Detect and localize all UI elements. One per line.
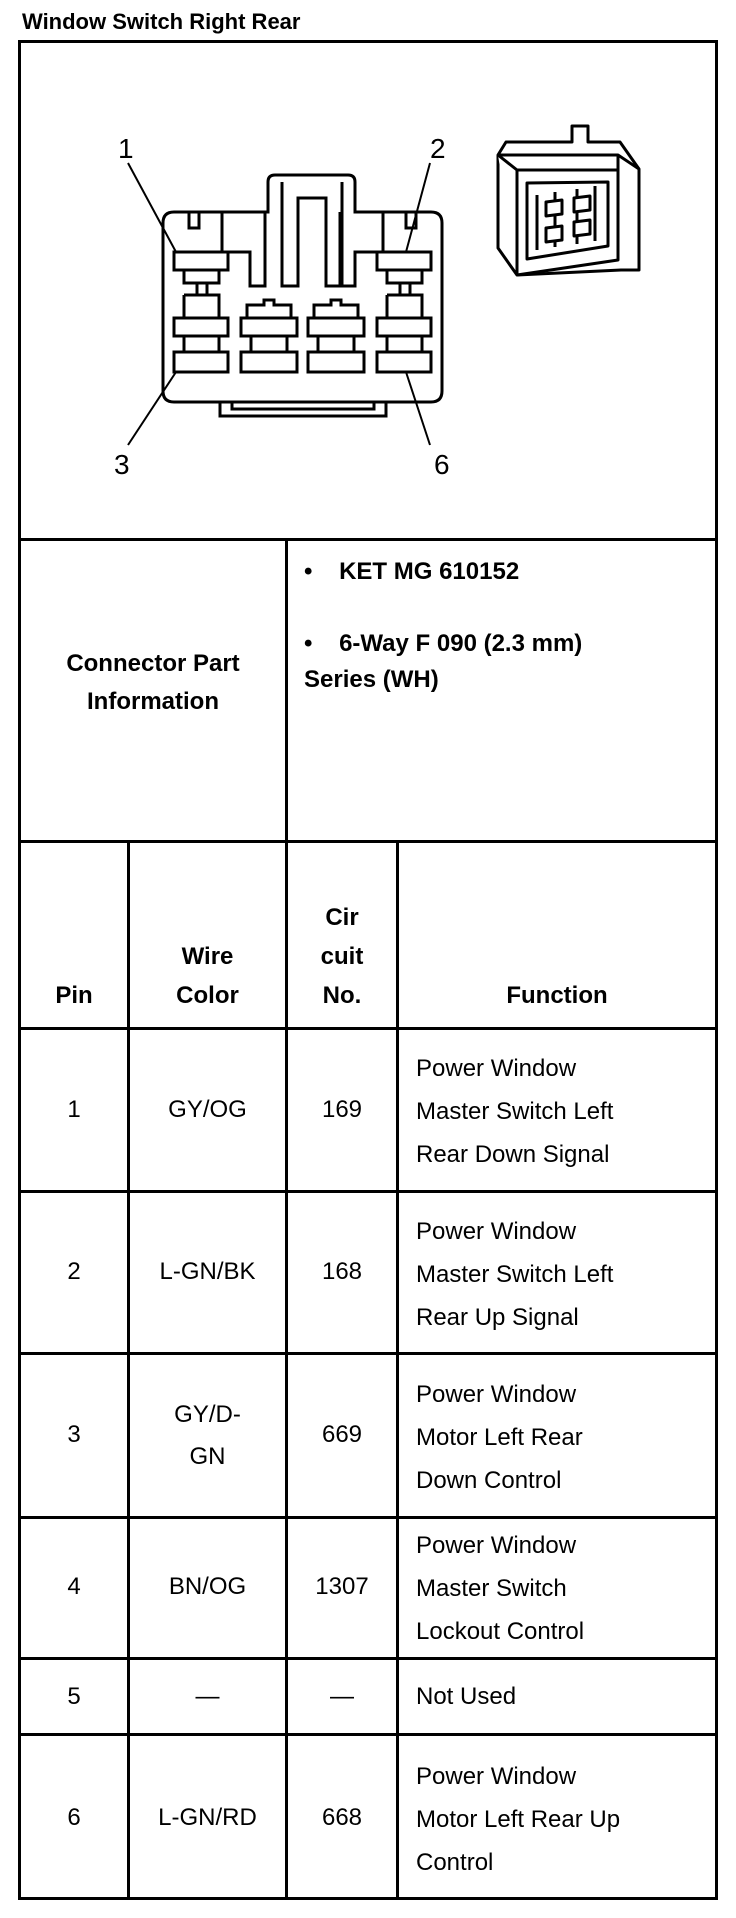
row3-function-line2: Motor Left Rear — [416, 1424, 583, 1451]
row1-function-line3: Rear Down Signal — [416, 1141, 610, 1168]
pin-callout-1: 1 — [118, 133, 134, 164]
row4-wire: BN/OG — [168, 1573, 247, 1600]
row5-circuit: — — [330, 1683, 354, 1710]
pin-terminals — [174, 252, 431, 372]
row1-function — [416, 1047, 716, 1176]
table-header-divider — [18, 1027, 718, 1030]
connector-isometric-view — [498, 126, 639, 275]
connector-info-divider — [18, 840, 718, 843]
connector-info-label-line1: Connector Part — [66, 650, 240, 677]
connector-info-label — [21, 645, 285, 721]
connector-series-line1: 6-Way F 090 (2.3 mm) — [339, 630, 583, 657]
row4-pin: 4 — [67, 1573, 81, 1600]
row4-circuit: 1307 — [315, 1573, 369, 1600]
row1-function-line2: Master Switch Left — [416, 1098, 614, 1125]
row3-pin: 3 — [67, 1421, 81, 1448]
header-function: Function — [506, 982, 608, 1009]
row2-pin: 2 — [67, 1258, 81, 1285]
header-wire-line1: Wire — [181, 943, 234, 970]
row6-function-line2: Motor Left Rear Up — [416, 1806, 621, 1833]
row6-function — [416, 1755, 716, 1884]
connector-info-label-line2: Information — [87, 688, 219, 715]
connector-info-values — [304, 554, 704, 698]
connector-series: • 6-Way F 090 (2.3 mm) — [304, 630, 583, 657]
header-wire-color — [130, 937, 285, 1015]
row3-wire — [130, 1394, 285, 1478]
row6-function-line1: Power Window — [416, 1763, 577, 1790]
row2-wire: L-GN/BK — [159, 1258, 256, 1285]
row4-function — [416, 1524, 716, 1653]
row2-function-line1: Power Window — [416, 1218, 577, 1245]
connector-part-number-text: KET MG 610152 — [339, 558, 520, 585]
header-cir-line2: cuit — [320, 943, 364, 970]
page-title: Window Switch Right Rear — [22, 9, 301, 34]
row3-function — [416, 1373, 716, 1502]
row1-circuit: 169 — [321, 1096, 363, 1123]
header-circuit-no — [288, 898, 396, 1015]
row-divider-2 — [18, 1352, 718, 1355]
row3-function-line3: Down Control — [416, 1467, 562, 1494]
row-divider-1 — [18, 1190, 718, 1193]
row1-pin: 1 — [67, 1096, 81, 1123]
row1-function-line1: Power Window — [416, 1055, 577, 1082]
pin-callout-2: 2 — [430, 133, 446, 164]
row1-wire: GY/OG — [168, 1096, 247, 1123]
row6-function-line3: Control — [416, 1849, 494, 1876]
row-divider-3 — [18, 1516, 718, 1519]
document-frame — [18, 40, 718, 1900]
header-wire-line2: Color — [176, 982, 239, 1009]
row2-function — [416, 1210, 716, 1339]
row4-function-line1: Power Window — [416, 1532, 577, 1559]
row4-function-line3: Lockout Control — [416, 1618, 585, 1645]
diagram-divider — [18, 538, 718, 541]
row-divider-4 — [18, 1657, 718, 1660]
row6-circuit: 668 — [321, 1804, 363, 1831]
pin-callout-6: 6 — [434, 449, 450, 480]
row5-function: Not Used — [416, 1683, 517, 1710]
row5-pin: 5 — [67, 1683, 81, 1710]
header-cir-line3: No. — [322, 982, 362, 1009]
row2-function-line3: Rear Up Signal — [416, 1304, 579, 1331]
header-pin: Pin — [55, 982, 93, 1009]
row4-function-line2: Master Switch — [416, 1575, 567, 1602]
row2-function-line2: Master Switch Left — [416, 1261, 614, 1288]
connector-series-line2: Series (WH) — [304, 666, 439, 693]
row3-wire-line2: GN — [189, 1443, 226, 1470]
row6-wire: L-GN/RD — [158, 1804, 257, 1831]
frame-top-border — [18, 40, 718, 43]
pin-callout-3: 3 — [114, 449, 130, 480]
connector-diagram — [108, 120, 668, 520]
row3-wire-line1: GY/D- — [174, 1401, 241, 1428]
row2-circuit: 168 — [321, 1258, 363, 1285]
row5-wire: — — [195, 1683, 220, 1710]
row6-pin: 6 — [67, 1804, 81, 1831]
row3-circuit: 669 — [321, 1421, 363, 1448]
row3-function-line1: Power Window — [416, 1381, 577, 1408]
connector-part-number: • KET MG 610152 — [304, 558, 520, 585]
frame-left-border — [18, 40, 21, 1900]
header-cir-line1: Cir — [325, 904, 359, 931]
row-divider-5 — [18, 1733, 718, 1736]
frame-bottom-border — [18, 1897, 718, 1900]
